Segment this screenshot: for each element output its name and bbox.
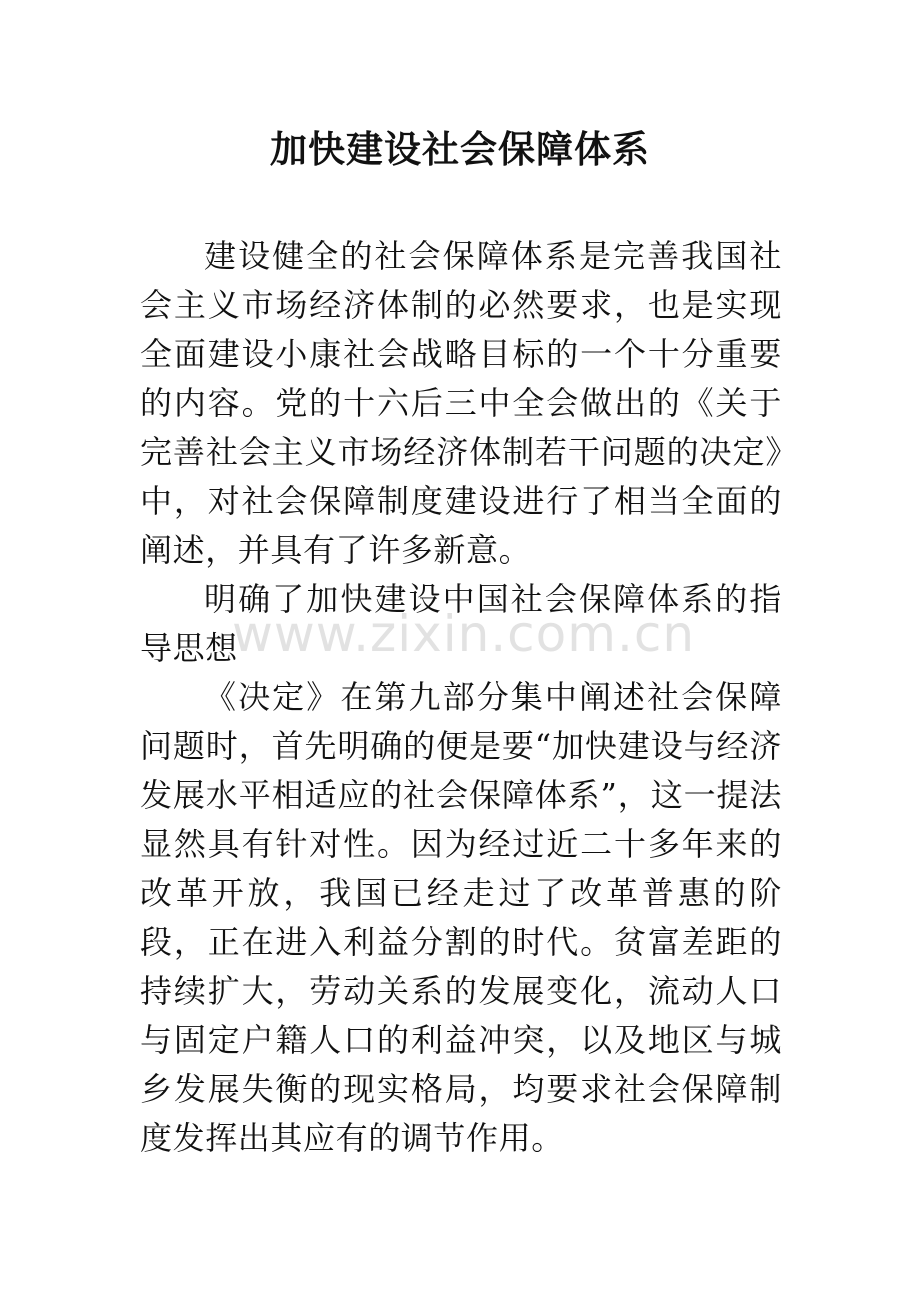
document-title: 加快建设社会保障体系 <box>270 128 650 171</box>
document-body <box>140 232 782 1163</box>
paragraph-3: 《决定》在第九部分集中阐述社会保障问题时，首先明确的便是要“加快建设与经济发展水平相适应的社会保障体系”，这一提法显然具有针对性。因为经过近二十多年来的改革开放，我国已经走过了改革普惠的阶段，正在进入利益分割的时代。贫富差距的持续扩大，劳动关系的发展变化，流动人口与固定户籍人口的利益冲突，以及地区与城乡发展失衡的现实格局，均要求社会保障制度发挥出其应有的调节作用。 <box>140 678 782 1157</box>
watermark-text: www.zixin.com.cn <box>232 605 696 663</box>
paragraph-2-heading: 明确了加快建设中国社会保障体系的指导思想 <box>140 580 782 667</box>
paragraph-1: 建设健全的社会保障体系是完善我国社会主义市场经济体制的必然要求，也是实现全面建设小康社会战略目标的一个十分重要的内容。党的十六后三中全会做出的《关于完善社会主义市场经济体制若干问题的决定》中，对社会保障制度建设进行了相当全面的阐述，并具有了许多新意。 <box>140 237 782 569</box>
